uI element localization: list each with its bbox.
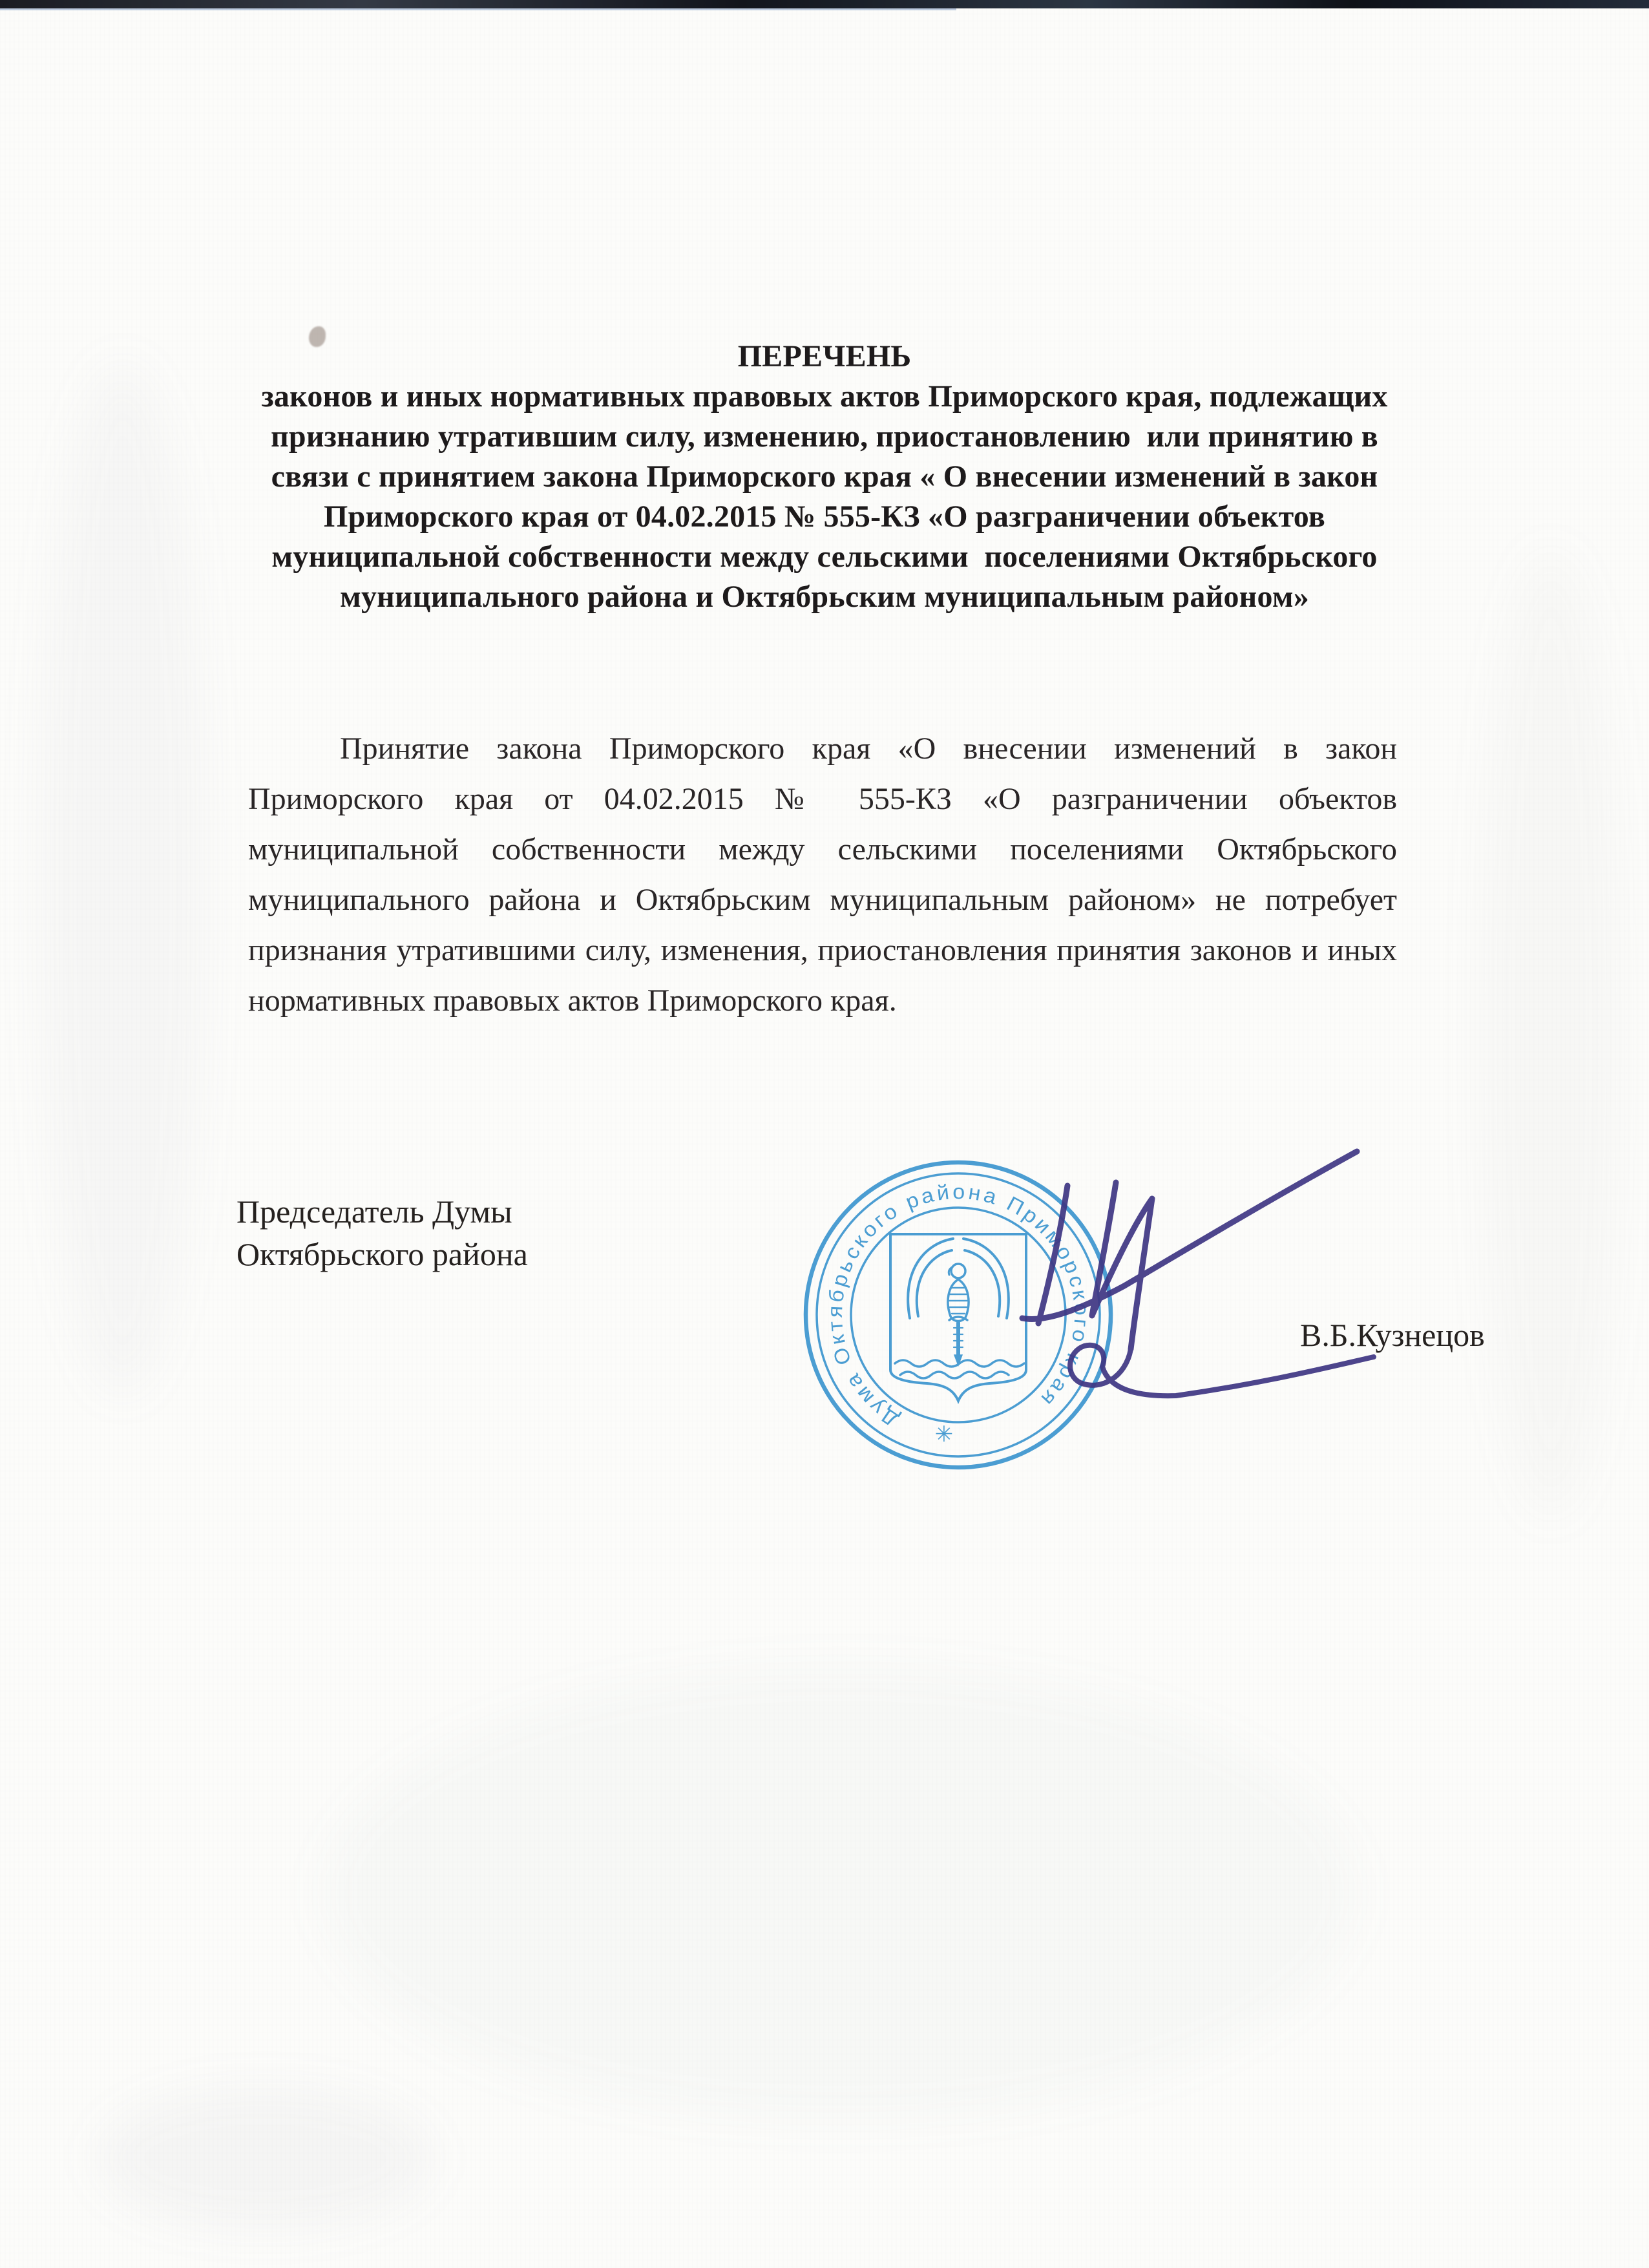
signer-position-block xyxy=(236,1190,528,1276)
body-line-6: нормативных правовых актов Приморского края. xyxy=(248,983,897,1018)
scan-smudge xyxy=(323,1667,1357,2119)
title-line-6: муниципального района и Октябрьским муниципальным районом» xyxy=(340,580,1309,614)
signer-position-line-2: Октябрьского района xyxy=(236,1236,528,1272)
signature-zigzag xyxy=(1092,1182,1152,1349)
scan-top-edge-artifact xyxy=(0,0,1649,8)
scan-smudge xyxy=(1480,549,1622,1518)
body-line-4: муниципального района и Октябрьским муниципальным районом» не потребует xyxy=(248,883,1397,917)
bird-body-hatching xyxy=(949,1288,967,1314)
body-line-1: Принятие закона Приморского края «О внесении изменений в закон xyxy=(340,731,1397,766)
document-heading: ПЕРЕЧЕНЬ xyxy=(737,339,912,373)
title-line-4: Приморского края от 04.02.2015 № 555-КЗ «О разграничении объектов xyxy=(324,499,1325,534)
handwritten-signature xyxy=(995,1137,1396,1415)
stamp-ring-text: Дума Октябрьского района Приморского края xyxy=(823,1179,1094,1432)
signature-stroke-left xyxy=(1038,1186,1067,1323)
stamp-star-icon: ✳ xyxy=(934,1422,954,1447)
title-line-3: связи с принятием закона Приморского края « О внесении изменений в закон xyxy=(271,459,1378,494)
bird-wing-left-inner xyxy=(917,1250,952,1316)
body-line-5: признания утратившими силу, изменения, приостановления принятия законов и иных xyxy=(248,933,1397,967)
title-line-2: признанию утратившим силу, изменению, приостановлению или принятию в xyxy=(271,419,1378,454)
shield-wave-2 xyxy=(900,1372,1009,1378)
signer-position-line-1: Председатель Думы xyxy=(236,1193,512,1230)
sword-hilt xyxy=(949,1317,967,1320)
signature-loop-and-tail xyxy=(1070,1345,1374,1396)
signer-name: В.Б.Кузнецов xyxy=(1300,1317,1485,1353)
document-body-paragraph xyxy=(248,724,1397,1026)
scan-smudge xyxy=(39,362,207,1396)
title-line-5: муниципальной собственности между сельскими поселениями Октябрьского xyxy=(271,540,1378,574)
signature-long-diagonal xyxy=(1022,1151,1357,1319)
document-title-block xyxy=(213,337,1436,617)
title-line-1: законов и иных нормативных правовых актов Приморского края, подлежащих xyxy=(261,379,1388,414)
body-line-2: Приморского края от 04.02.2015 № 555-КЗ «О разграничении объектов xyxy=(248,782,1397,816)
body-line-3: муниципальной собственности между сельскими поселениями Октябрьского xyxy=(248,832,1397,866)
scan-smudge xyxy=(97,2087,433,2229)
